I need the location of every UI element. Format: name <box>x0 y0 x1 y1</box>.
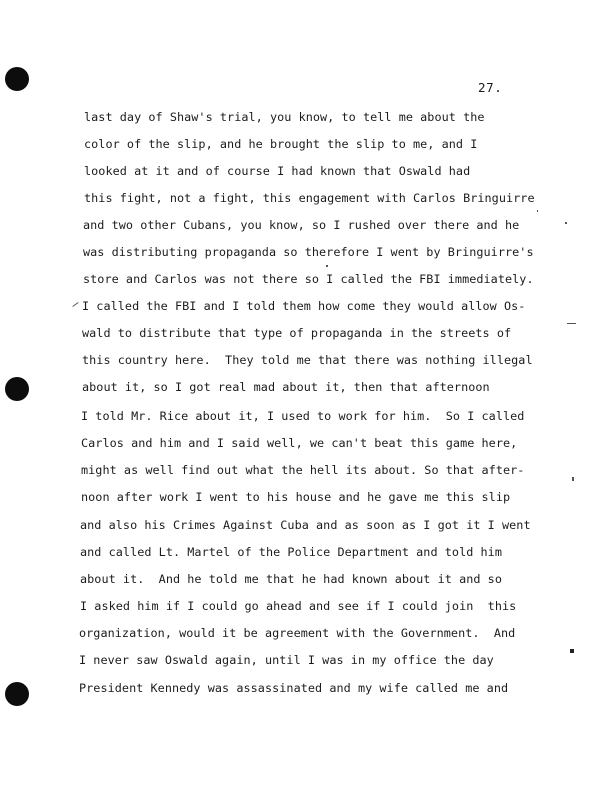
text-line: President Kennedy was assassinated and my wife called me and <box>79 681 509 695</box>
scan-speck <box>326 265 328 267</box>
text-line: about it, so I got real mad about it, then that afternoon <box>82 380 490 394</box>
text-line: and two other Cubans, you know, so I rushed over there and he <box>83 218 520 232</box>
text-line: I never saw Oswald again, until I was in my office the day <box>79 653 494 667</box>
text-line: color of the slip, and he brought the slip to me, and I <box>84 137 478 151</box>
punch-hole-top <box>5 67 29 91</box>
text-line: noon after work I went to his house and he gave me this slip <box>81 490 511 504</box>
scan-speck <box>565 222 567 224</box>
text-line: might as well find out what the hell its about. So that after- <box>81 463 525 477</box>
scan-speck <box>572 477 574 481</box>
text-line: Carlos and him and I said well, we can't beat this game here, <box>81 436 518 450</box>
text-line: I called the FBI and I told them how come they would allow Os- <box>82 299 526 313</box>
scan-speck <box>72 302 78 307</box>
text-line: this fight, not a fight, this engagement with Carlos Bringuirre <box>84 191 535 205</box>
text-line: and also his Crimes Against Cuba and as soon as I got it I went <box>80 518 531 532</box>
text-line: about it. And he told me that he had known about it and so <box>80 572 502 586</box>
text-line: I told Mr. Rice about it, I used to work for him. So I called <box>81 409 525 423</box>
scan-speck <box>570 649 574 653</box>
page-number: 27. <box>478 80 503 95</box>
text-line: I asked him if I could go ahead and see if I could join this <box>80 599 517 613</box>
scan-speck <box>537 210 538 212</box>
text-line: looked at it and of course I had known that Oswald had <box>84 164 471 178</box>
text-line: store and Carlos was not there so I called the FBI immediately. <box>83 272 534 286</box>
punch-hole-bottom <box>5 682 29 706</box>
text-line: this country here. They told me that there was nothing illegal <box>82 353 533 367</box>
text-line: was distributing propaganda so therefore I went by Bringuirre's <box>83 245 534 259</box>
text-line: organization, would it be agreement with the Government. And <box>79 626 516 640</box>
scan-speck <box>567 323 576 324</box>
text-line: wald to distribute that type of propaganda in the streets of <box>82 326 512 340</box>
punch-hole-middle <box>5 377 29 401</box>
text-line: last day of Shaw's trial, you know, to tell me about the <box>84 110 485 124</box>
text-line: and called Lt. Martel of the Police Department and told him <box>80 545 502 559</box>
